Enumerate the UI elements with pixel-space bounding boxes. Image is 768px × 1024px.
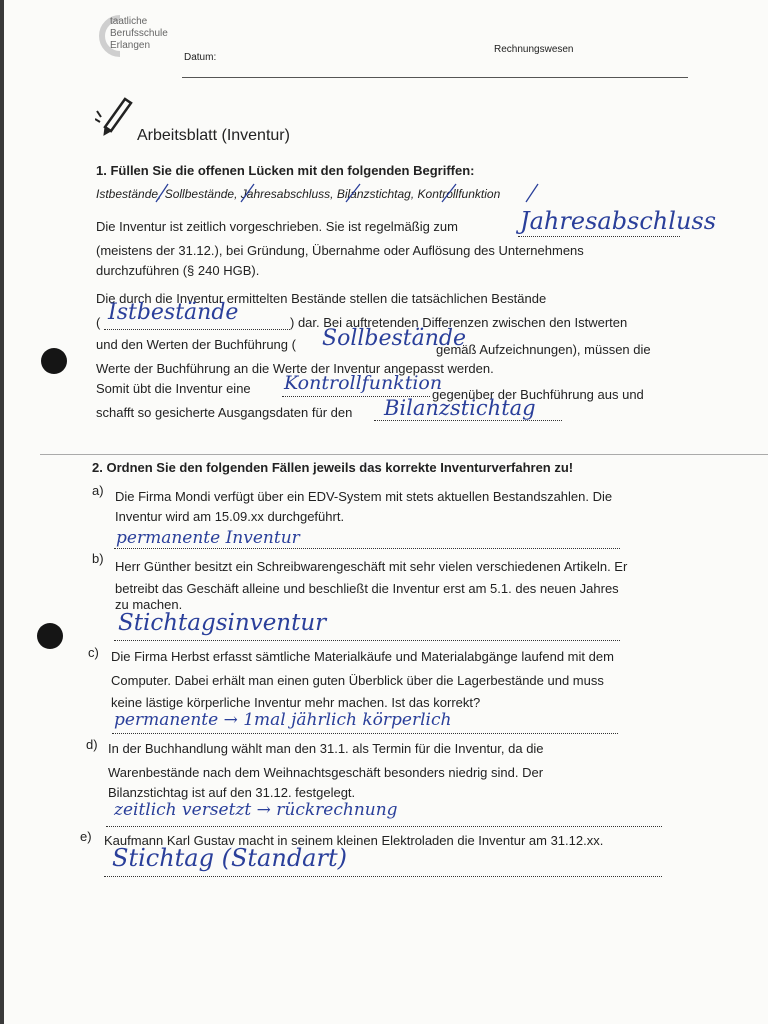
subject-label: Rechnungswesen xyxy=(494,44,574,55)
item-b-line-3: zu machen. xyxy=(115,597,183,612)
logo-line-2: Berufsschule xyxy=(110,28,168,39)
item-e-answer: Stichtag (Standart) xyxy=(112,844,347,872)
item-d-blank xyxy=(106,826,662,827)
item-a-label: a) xyxy=(92,483,104,498)
s1-line-1: Die Inventur ist zeitlich vorgeschrieben. Sie ist regelmäßig zum xyxy=(96,219,458,234)
section1-heading: 1. Füllen Sie die offenen Lücken mit den folgenden Begriffen: xyxy=(96,163,475,178)
answer-istbestaende: Istbestände xyxy=(108,300,239,325)
item-b-label: b) xyxy=(92,551,104,566)
blank-1 xyxy=(518,236,680,237)
item-a-blank xyxy=(114,548,620,549)
item-e-label: e) xyxy=(80,829,92,844)
item-c-label: c) xyxy=(88,645,99,660)
s1-line-7: Werte der Buchführung an die Werte der Inventur angepasst werden. xyxy=(96,361,494,376)
item-c-line-2: Computer. Dabei erhält man einen guten Überblick über die Lagerbestände und muss xyxy=(111,673,604,688)
s1-line-5a: ( xyxy=(96,315,101,330)
answer-bilanzstichtag: Bilanzstichtag xyxy=(384,396,536,420)
logo-line-3: Erlangen xyxy=(110,40,151,51)
pencil-icon xyxy=(95,93,135,137)
item-a-answer: permanente Inventur xyxy=(116,528,300,548)
item-d-line-3: Bilanzstichtag ist auf den 31.12. festgelegt. xyxy=(108,785,356,800)
item-e-blank xyxy=(104,876,662,877)
s1-line-2: (meistens der 31.12.), bei Gründung, Übernahme oder Auflösung des Unternehmens xyxy=(96,243,584,258)
item-b-line-2: betreibt das Geschäft alleine und beschließt die Inventur erst am 5.1. des neuen Jahres xyxy=(115,581,619,596)
section2-heading: 2. Ordnen Sie den folgenden Fällen jeweils das korrekte Inventurverfahren zu! xyxy=(92,460,574,475)
section1-terms: Istbestände, Sollbestände, Jahresabschluss, Bilanzstichtag, Kontrollfunktion xyxy=(96,187,501,201)
s1-line-4: Die durch die Inventur ermittelten Bestände stellen die tatsächlichen Bestände xyxy=(96,291,547,306)
punch-hole-top xyxy=(41,348,67,374)
item-c-line-3: keine lästige körperliche Inventur mehr machen. Ist das korrekt? xyxy=(111,695,481,710)
s1-line-6a: und den Werten der Buchführung ( xyxy=(96,337,296,352)
item-e-line-1: Kaufmann Karl Gustav macht in seinem kleinen Elektroladen die Inventur am 31.12.xx. xyxy=(104,833,604,848)
item-c-blank xyxy=(112,733,618,734)
item-d-line-1: In der Buchhandlung wählt man den 31.1. als Termin für die Inventur, da die xyxy=(108,741,544,756)
s1-line-9: schafft so gesicherte Ausgangsdaten für den xyxy=(96,405,353,420)
s1-line-8a: Somit übt die Inventur eine xyxy=(96,381,251,396)
logo-line-1: taatliche xyxy=(110,16,148,27)
school-logo xyxy=(86,14,176,58)
punch-hole-bottom xyxy=(37,623,63,649)
item-b-answer: Stichtagsinventur xyxy=(118,610,327,636)
page-title: Arbeitsblatt (Inventur) xyxy=(137,127,290,144)
strikethrough-marks xyxy=(96,180,596,210)
s1-line-3: durchzuführen (§ 240 HGB). xyxy=(96,263,260,278)
answer-kontrollfunktion: Kontrollfunktion xyxy=(284,372,443,394)
blank-5 xyxy=(374,420,562,421)
item-b-line-1: Herr Günther besitzt ein Schreibwarengeschäft mit sehr vielen verschiedenen Artikeln. Er xyxy=(115,559,628,574)
s1-line-8b: gegenüber der Buchführung aus und xyxy=(432,387,644,402)
item-d-line-2: Warenbestände nach dem Weihnachtsgeschäft besonders niedrig sind. Der xyxy=(108,765,544,780)
item-d-answer: zeitlich versetzt → rückrechnung xyxy=(114,800,398,820)
date-label: Datum: xyxy=(184,52,217,63)
item-b-blank xyxy=(114,640,620,641)
answer-jahresabschluss: Jahresabschluss xyxy=(520,207,717,235)
item-a-line-2: Inventur wird am 15.09.xx durchgeführt. xyxy=(115,509,345,524)
blank-2 xyxy=(104,329,290,330)
item-d-label: d) xyxy=(86,737,98,752)
answer-sollbestaende: Sollbestände xyxy=(322,326,467,351)
item-a-line-1: Die Firma Mondi verfügt über ein EDV-System mit stets aktuellen Bestandszahlen. Die xyxy=(115,489,613,504)
section-divider xyxy=(40,454,768,455)
header-rule xyxy=(182,77,688,78)
s1-line-6b: gemäß Aufzeichnungen), müssen die xyxy=(436,342,651,357)
page-edge-shadow xyxy=(0,0,4,1024)
item-c-answer: permanente → 1mal jährlich körperlich xyxy=(114,710,452,730)
s1-line-5b: ) dar. Bei auftretenden Differenzen zwischen den Istwerten xyxy=(290,315,628,330)
item-c-line-1: Die Firma Herbst erfasst sämtliche Materialkäufe und Materialabgänge laufend mit dem xyxy=(111,649,614,664)
